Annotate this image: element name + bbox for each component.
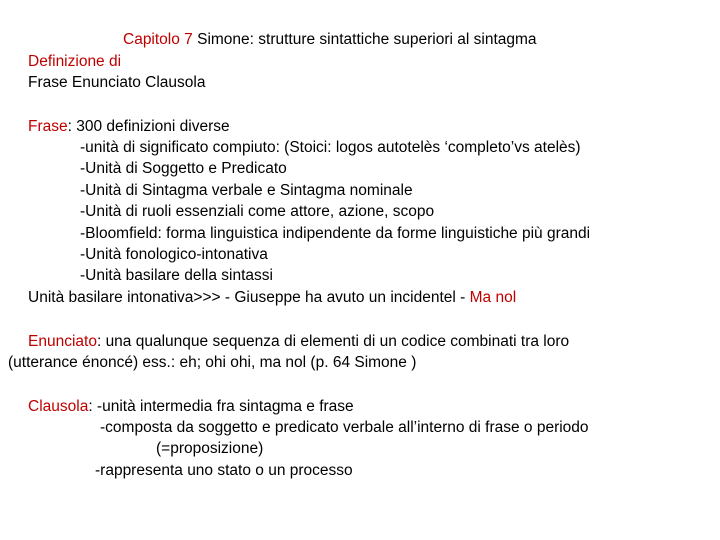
clausola-line xyxy=(28,397,354,417)
frase-item: -Bloomfield: forma linguistica indipendente da forme linguistiche più grandi xyxy=(80,225,591,242)
clausola-line-2: -composta da soggetto e predicato verbale all’interno di frase o periodo xyxy=(100,419,589,436)
frase-intro: : 300 definizioni diverse xyxy=(67,118,230,135)
enunciato-label: Enunciato xyxy=(28,333,97,350)
page-title xyxy=(123,30,537,50)
title-text: Simone: strutture sintattiche superiori al sintagma xyxy=(192,31,537,48)
frase-item: -Unità di ruoli essenziali come attore, azione, scopo xyxy=(80,203,435,220)
definizione-terms: Frase Enunciato Clausola xyxy=(28,74,206,91)
frase-footer xyxy=(28,288,516,308)
frase-item: -Unità fonologico-intonativa xyxy=(80,246,268,263)
chapter-label: Capitolo 7 xyxy=(123,31,193,48)
definizione-heading: Definizione di xyxy=(28,53,122,70)
enunciato-line-2: (utterance énoncé) ess.: eh; ohi ohi, ma nol (p. 64 Simone ) xyxy=(8,354,417,371)
enunciato-text: : una qualunque sequenza di elementi di un codice combinati tra loro xyxy=(96,333,570,350)
clausola-label: Clausola xyxy=(28,398,89,415)
clausola-line-3: (=proposizione) xyxy=(156,440,264,457)
frase-footer-text: Unità basilare intonativa>>> - Giuseppe ha avuto un incidentel - xyxy=(28,289,470,306)
enunciato-line xyxy=(28,332,569,352)
frase-item: -Unità di Sintagma verbale e Sintagma nominale xyxy=(80,182,413,199)
clausola-text: : -unità intermedia fra sintagma e frase xyxy=(88,398,354,415)
frase-label: Frase xyxy=(28,118,68,135)
frase-item: -Unità di Soggetto e Predicato xyxy=(80,160,287,177)
frase-item: -Unità basilare della sintassi xyxy=(80,267,273,284)
frase-item: -unità di significato compiuto: (Stoici: logos autotelès ‘completo’vs atelès) xyxy=(80,139,581,156)
clausola-line-4: -rappresenta uno stato o un processo xyxy=(95,462,353,479)
frase-footer-emph: Ma nol xyxy=(469,289,517,306)
frase-heading xyxy=(28,117,230,137)
